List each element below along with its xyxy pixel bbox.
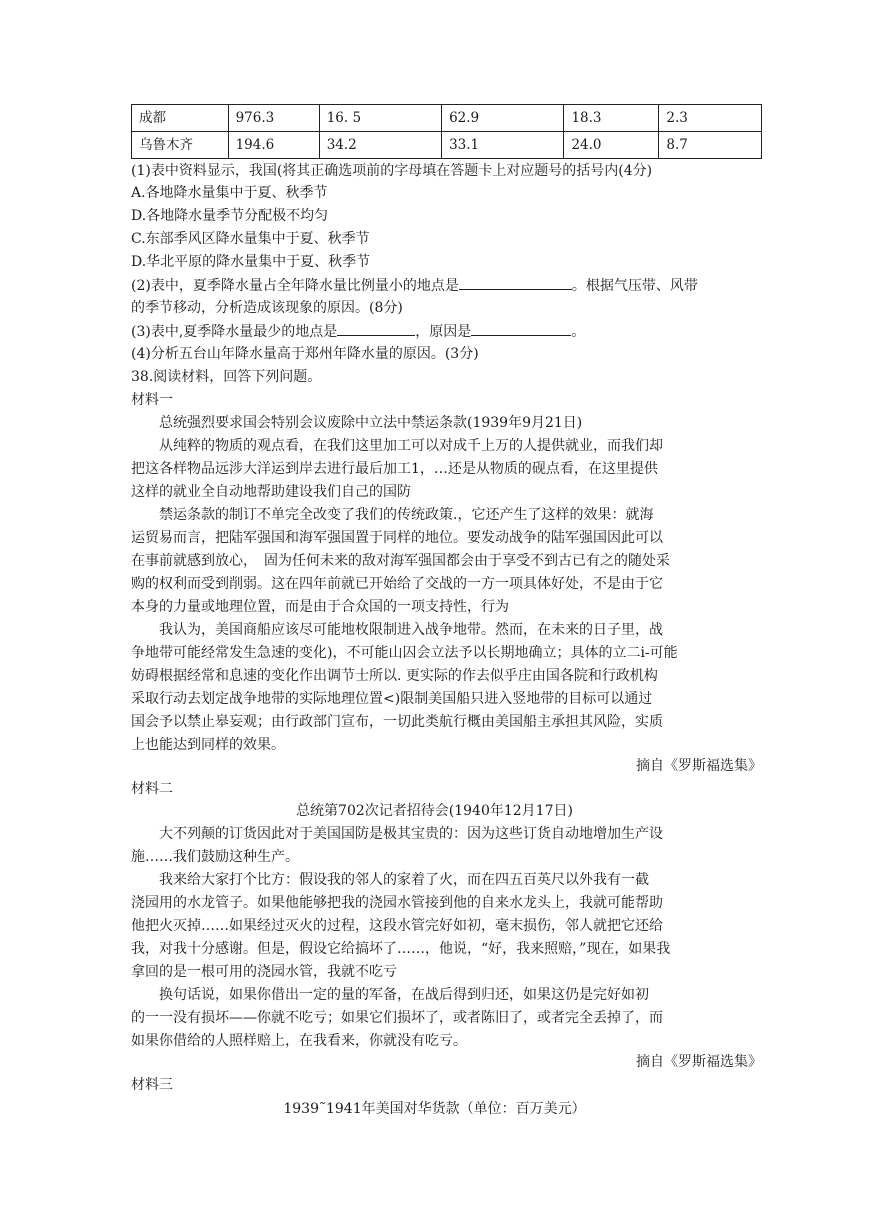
table-cell: 乌鲁木齐 xyxy=(132,132,229,159)
q38-heading: 38.阅读材料，回答下列问题。 xyxy=(131,369,322,385)
table-row xyxy=(132,105,762,132)
q3-location-blank[interactable] xyxy=(337,320,415,336)
paragraph-line: 我认为，美国商船应该尽可能地枚限制进入战争地带。然而，在未来的日子里，战 xyxy=(159,622,663,638)
table-cell: 34.2 xyxy=(319,132,441,159)
q1-option-c: C.东部季风区降水量集中于夏、秋季节 xyxy=(131,231,370,247)
q3-text-c: 。 xyxy=(571,324,586,340)
paragraph-line: 这样的就业全自动地帮助建设我们自己的国防 xyxy=(131,484,411,500)
q2-line-1 xyxy=(131,274,698,297)
paragraph-line: 禁运条款的制订不单完全改变了我们的传统政策.，它还产生了这样的效果：就海 xyxy=(159,507,654,523)
q3-text-a: (3)表中,夏季降水量最少的地点是 xyxy=(131,324,338,340)
table-cell: 16. 5 xyxy=(319,105,441,132)
material-1-title: 总统强烈要求国会特别会议废除中立法中禁运条款(1939年9月21日) xyxy=(159,415,583,431)
q2-text-a: (2)表中，夏季降水量占全年降水量比例量小的地点是 xyxy=(131,278,459,294)
table-cell: 18.3 xyxy=(564,105,659,132)
paragraph-line: 争地带可能经常发生急速的变化)，不可能山囚会立法予以长期地确立；具体的立二i-可能 xyxy=(131,645,678,661)
paragraph-line: 采取行动去划定战争地带的实际地理位置<)限制美国船只进入竖地带的目标可以通过 xyxy=(131,691,653,707)
paragraph-line: 浇园用的水龙管子。如果他能够把我的浇园水管接到他的自来水龙头上，我就可能帮助 xyxy=(131,895,663,911)
table-cell: 24.0 xyxy=(564,132,659,159)
q2-line-2: 的季节移动，分析造成该现象的原因。(8分) xyxy=(131,300,403,316)
paragraph-line: 在事前就感到放心， 固为任何未来的敌对海军强国都会由于享受不到古已有之的随处采 xyxy=(131,553,670,569)
paragraph-line: 运贸易而言，把陆军强国和海军强国置于同样的地位。要发动战争的陆军强国因此可以 xyxy=(131,530,663,546)
paragraph-line: 从纯粹的物质的观点看，在我们这里加工可以对成千上万的人提供就业，而我们却 xyxy=(159,438,663,454)
paragraph-line: 我，对我十分感谢。但是，假设它给搞坏了……，他说，“好，我来照赔，”现在，如果我 xyxy=(131,941,671,957)
table-row xyxy=(132,132,762,159)
precipitation-table xyxy=(131,104,762,159)
material-3-label: 材料三 xyxy=(131,1077,173,1093)
table-cell: 976.3 xyxy=(228,105,319,132)
material-1-source: 摘自《罗斯福选集》 xyxy=(636,758,762,774)
q3-text-b: ，原因是 xyxy=(415,324,472,340)
paragraph-line: 换句话说，如果你借出一定的量的军备，在战后得到归还，如果这仍是完好如初 xyxy=(159,987,649,1003)
paragraph-line: 大不列颠的订货因此对于美国国防是极其宝贵的：因为这些订货自动地增加生产设 xyxy=(159,826,663,842)
paragraph-line: 拿回的是一根可用的浇园水管，我就不吃亏 xyxy=(131,964,397,980)
material-2-label: 材料二 xyxy=(131,781,173,797)
q3-line xyxy=(131,320,585,343)
paragraph-line: 妨碍根据经常和息速的变化作出调节士所以. 更实际的作去似乎庄由国各院和行政机构 xyxy=(131,668,658,684)
q1-stem: (1)表中资料显示，我国(将其正确选项前的字母填在答题卡上对应题号的括号内(4分) xyxy=(131,163,653,179)
q2-answer-blank[interactable] xyxy=(459,274,572,290)
paragraph-line: 购的权利而受到削弱。这在四年前就已开始给了交战的一方一项具体好处，不是由于它 xyxy=(131,576,663,592)
table-cell: 33.1 xyxy=(442,132,564,159)
paragraph-line: 如果你借给的人照样赔上，在我看来，你就没有吃亏。 xyxy=(131,1033,467,1049)
table-cell: 8.7 xyxy=(659,132,762,159)
q1-option-b: D.各地降水量季节分配极不均匀 xyxy=(131,208,329,224)
paragraph-line: 的一一没有损坏——你就不吃亏；如果它们损坏了，或者陈旧了，或者完全丢掉了，而 xyxy=(131,1010,663,1026)
material-1-label: 材料一 xyxy=(131,392,173,408)
table-cell: 2.3 xyxy=(659,105,762,132)
paragraph-line: 我来给大家打个比方：假设我的邻人的家着了火，而在四五百英尺以外我有一截 xyxy=(159,872,649,888)
paragraph-line: 本身的力量或地理位置，而是由于合众国的一项支持性，行为 xyxy=(131,599,509,615)
table-cell: 62.9 xyxy=(442,105,564,132)
material-2-source: 摘自《罗斯福选集》 xyxy=(636,1054,762,1070)
q3-reason-blank[interactable] xyxy=(471,320,571,336)
q4-line: (4)分析五台山年降水量高于郑州年降水量的原因。(3分) xyxy=(131,346,479,362)
q1-option-d: D.华北平原的降水量集中于夏、秋季节 xyxy=(131,254,371,270)
table-cell: 194.6 xyxy=(228,132,319,159)
paragraph-line: 他把火灭掉……如果经过灭火的过程，这段水管完好如初，毫末损伤，邻人就把它还给 xyxy=(131,918,663,934)
q1-option-a: A.各地降水量集中于夏、秋季节 xyxy=(131,185,328,201)
paragraph-line: 国会予以禁止皋妄观；由行政部门宣布，一切此类航行概由美国船主承担其风险，实质 xyxy=(131,714,663,730)
table-cell: 成都 xyxy=(132,105,229,132)
precipitation-table-body xyxy=(132,105,762,159)
paragraph-line: 上也能达到同样的效果。 xyxy=(131,737,285,753)
q2-text-b: 。根据气压带、风带 xyxy=(571,278,698,294)
paragraph-line: 施……我们鼓励这种生产。 xyxy=(131,849,299,865)
paragraph-line: 把这各样物品远涉大洋运到岸去进行最后加工1，…还是从物质的砚点看，在这里提供 xyxy=(131,461,658,477)
material-2-title: 总统第702次记者招待会(1940年12月17日) xyxy=(296,803,573,819)
material-3-title: 1939˜1941年美国对华货款（单位：百万美元） xyxy=(283,1101,586,1117)
